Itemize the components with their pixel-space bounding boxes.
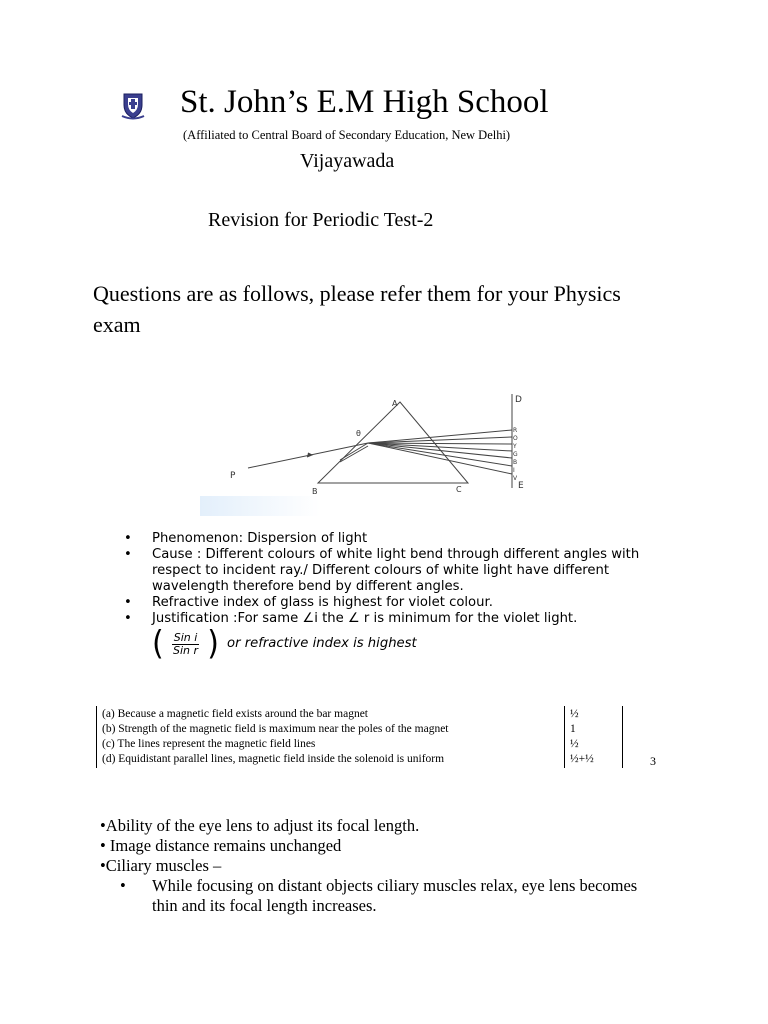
city-name: Vijayawada [300,150,395,172]
table-border-left [96,706,97,768]
justification-text: Justification :For same ∠i the ∠ r is minimum for the violet light. [152,611,578,626]
answer-text: (c) The lines represent the magnetic field lines [102,738,316,750]
total-marks: 3 [650,754,656,768]
table-border-marks [564,706,565,768]
label-b: B [312,487,318,496]
dispersion-answer-list [124,531,684,663]
list-item: • Cause : Different colours of white light bend through different angles with respect to incident ray./ Different colours of white light have different wavelength therefore bend by different angles. [124,547,684,595]
sin-fraction [172,632,200,657]
answer-text: (a) Because a magnetic field exists around the bar magnet [102,708,368,720]
spectrum-o: O [513,435,518,442]
label-c: C [456,485,462,494]
label-a: A [392,399,398,408]
list-item: • Refractive index of glass is highest for violet colour. [124,595,684,611]
answer-marks: 1 [570,723,576,735]
prism-outline [318,402,468,483]
magnetism-answer-table [96,706,656,768]
spectrum-g: G [513,451,518,458]
fraction-caption: or refractive index is highest [227,636,417,651]
fraction-denominator: Sin r [172,643,199,657]
revision-title: Revision for Periodic Test-2 [208,209,434,231]
answer-marks: ½+½ [570,753,594,765]
spectrum-b: B [513,459,518,466]
spectrum-r: R [513,427,518,434]
spectrum-i: I [513,467,515,474]
spectrum-v: V [513,475,518,482]
label-e: E [518,481,524,491]
label-p: P [230,471,236,481]
label-theta: θ [356,429,361,438]
fraction-numerator: Sin i [173,630,198,644]
label-d: D [515,395,522,405]
answer-marks: ½ [570,708,579,720]
table-border-right [622,706,623,768]
affiliation-note: (Affiliated to Central Board of Secondary Education, New Delhi) [183,128,511,142]
spectrum-y: Y [513,443,517,450]
diagram-scan-fade [200,496,320,516]
eye-sub-bullet: • While focusing on distant objects ciliary muscles relax, eye lens becomes thin and its focal length increases. [100,876,660,916]
eye-answer-block [100,816,660,916]
refractive-index-formula: ( $\frac{\text{Sin i}}{\text{Sin r}}$ ) or refractive index is highest [152,624,417,663]
answer-text: (d) Equidistant parallel lines, magnetic field inside the solenoid is uniform [102,753,445,765]
eye-line: •Ciliary muscles – [100,856,222,875]
answer-text: (b) Strength of the magnetic field is maximum near the poles of the magnet [102,723,449,735]
eye-line: •Ability of the eye lens to adjust its focal length. [100,816,420,835]
answer-marks: ½ [570,738,579,750]
school-name: St. John’s E.M High School [180,84,549,120]
list-item: • Phenomenon: Dispersion of light [124,531,684,547]
school-crest-icon [118,90,148,120]
intro-text: Questions are as follows, please refer them for your Physics exam [93,281,621,337]
dispersed-rays [340,430,512,474]
list-item [124,611,684,663]
eye-line: • Image distance remains unchanged [100,836,342,855]
